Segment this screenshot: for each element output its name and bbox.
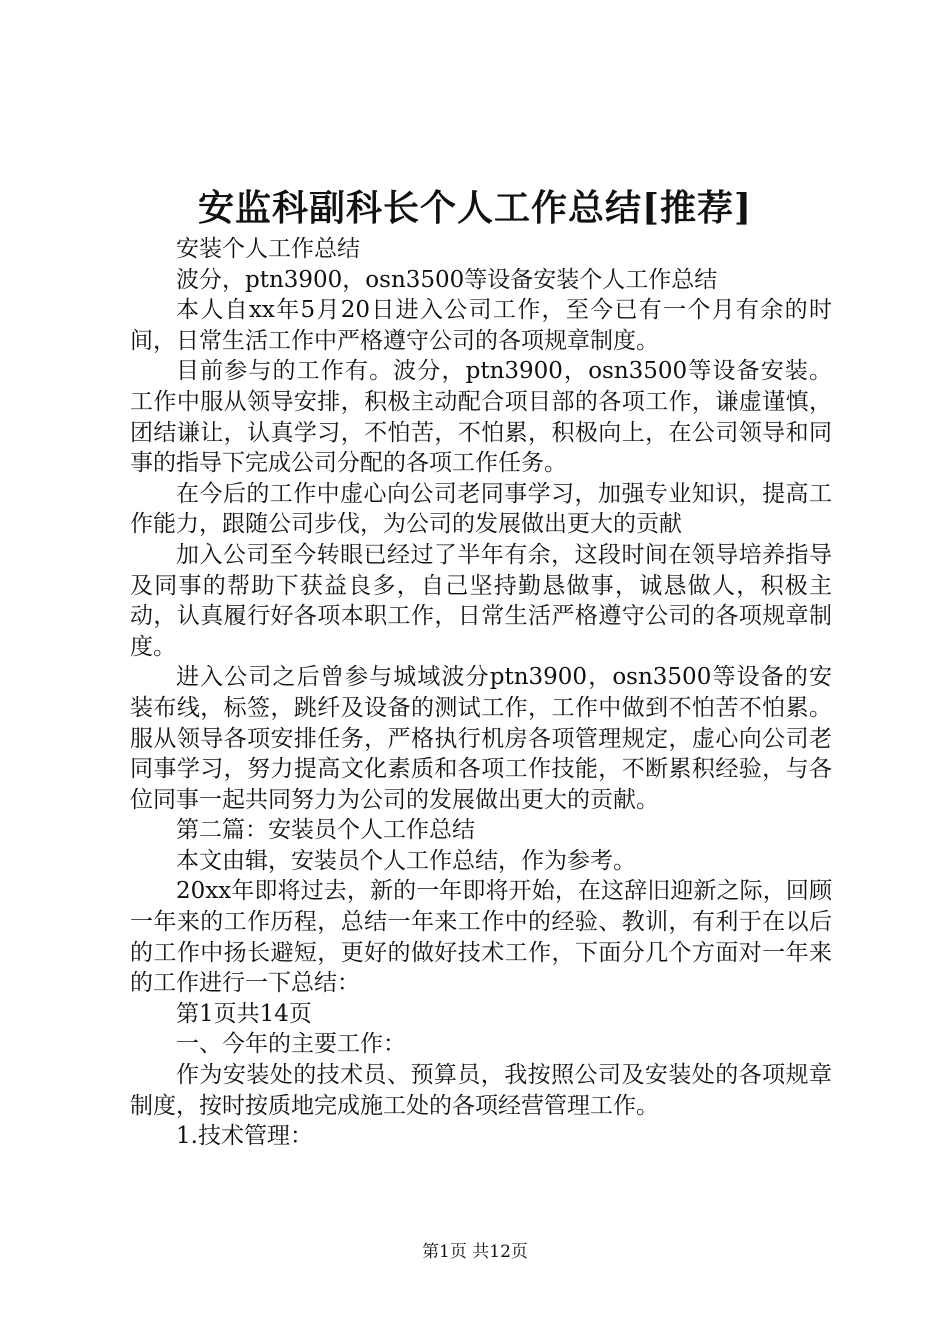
page-footer: 第1页 共12页	[422, 1242, 528, 1262]
paragraph-10: 作为安装处的技术员、预算员，我按照公司及安装处的各项规章制度，按时按质地完成施工处的各项经营管理工作。	[130, 1062, 832, 1119]
subheading-tech-management: 1.技术管理：	[176, 1123, 313, 1150]
paragraph-1: 安装个人工作总结	[176, 236, 360, 262]
document-body	[130, 234, 832, 1152]
paragraph-9: 20xx年即将过去，新的一年即将开始，在这辞旧迎新之际，回顾一年来的工作历程，总结一年来工作中的经验、教训，有利于在以后的工作中扬长避短，更好的做好技术工作，下面分几个方面对一年来的工作进行一下总结：	[130, 878, 832, 997]
paragraph-7: 进入公司之后曾参与城域波分ptn3900，osn3500等设备的安装布线，标签，跳纤及设备的测试工作，工作中做到不怕苦不怕累。服从领导各项安排任务，严格执行机房各项管理规定，虚心向公司老同事学习，努力提高文化素质和各项工作技能，不断累积经验，与各位同事一起共同努力为公司的发展做出更大的贡献。	[130, 664, 832, 813]
paragraph-5: 在今后的工作中虚心向公司老同事学习，加强专业知识，提高工作能力，跟随公司步伐，为公司的发展做出更大的贡献	[130, 480, 832, 538]
inline-page-number: 第1页共14页	[176, 1000, 312, 1027]
paragraph-2: 波分，ptn3900，osn3500等设备安装个人工作总结	[176, 266, 718, 293]
paragraph-4: 目前参与的工作有。波分，ptn3900，osn3500等设备安装。工作中服从领导安排，积极主动配合项目部的各项工作，谦虚谨慎，团结谦让，认真学习，不怕苦，不怕累，积极向上，在公司领导和同事的指导下完成公司分配的各项工作任务。	[130, 358, 832, 477]
document-title: 安监科副科长个人工作总结[推荐]	[197, 187, 753, 229]
section-heading-main-work: 一、今年的主要工作：	[176, 1031, 406, 1058]
paragraph-6: 加入公司至今转眼已经过了半年有余，这段时间在领导培养指导及同事的帮助下获益良多，自己坚持勤恳做事，诚恳做人，积极主动，认真履行好各项本职工作，日常生活严格遵守公司的各项规章制度。	[130, 541, 832, 660]
paragraph-3: 本人自xx年5月20日进入公司工作，至今已有一个月有余的时间，日常生活工作中严格遵守公司的各项规章制度。	[130, 297, 832, 354]
section-heading-2: 第二篇：安装员个人工作总结	[176, 817, 475, 844]
paragraph-8: 本文由辑，安装员个人工作总结，作为参考。	[176, 847, 636, 874]
